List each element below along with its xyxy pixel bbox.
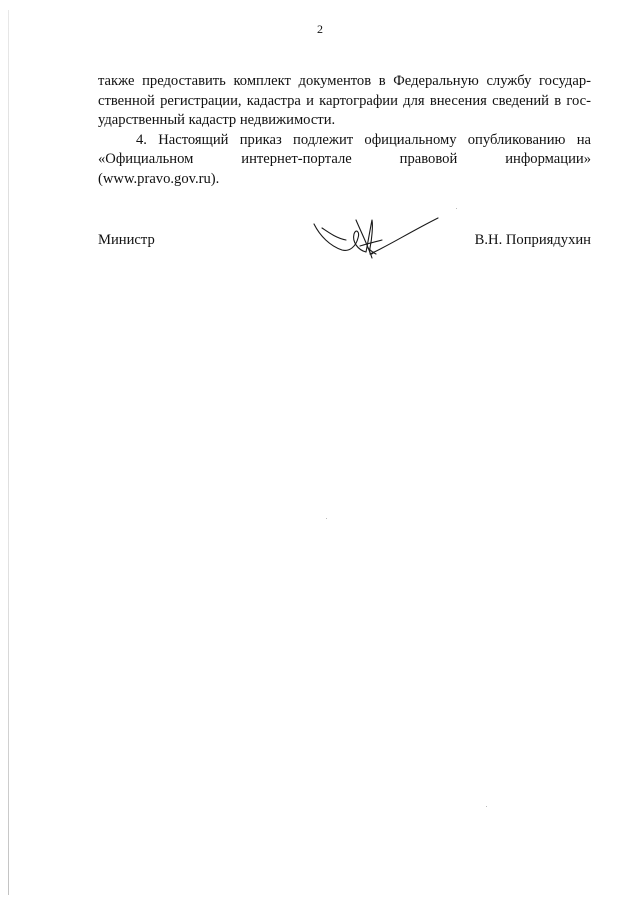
paragraph-line: (www.pravo.gov.ru). [98,170,220,187]
handwritten-signature [310,212,445,267]
scan-edge-line [8,10,9,895]
scan-speck [486,806,487,807]
paragraph-line: ударственный кадастр недвижимости. [98,112,336,129]
signatory-title: Министр [98,232,155,248]
paragraph-line: ственной регистрации, кадастра и картографии для внесения сведений в гос- [98,92,591,109]
paragraph-line: 4. Настоящий приказ подлежит официальному опубликованию на [136,131,591,148]
paragraph-line: также предоставить комплект документов в Федеральную службу государ- [98,73,591,89]
scan-speck [326,518,327,519]
body-text [98,72,591,190]
scan-speck [456,208,457,209]
page-number: 2 [317,22,323,36]
signatory-name: В.Н. Поприядухин [474,232,591,248]
paragraph-line: «Официальном интернет-портале правовой информации» [98,151,591,168]
